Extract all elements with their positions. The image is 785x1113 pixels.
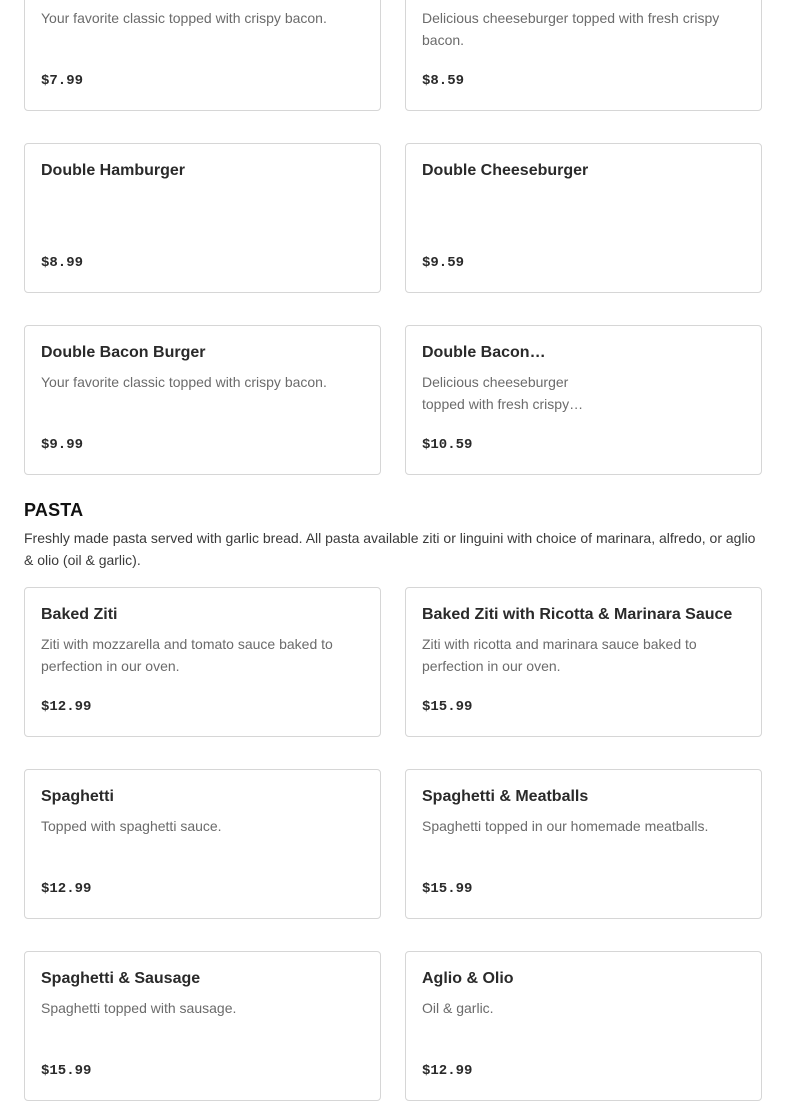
menu-item-price: $15.99: [41, 1063, 92, 1079]
menu-item-description: Ziti with ricotta and marinara sauce baked to perfection in our oven.: [422, 636, 697, 674]
menu-item-description: Your favorite classic topped with crispy bacon.: [41, 374, 327, 390]
menu-item-name: Baked Ziti: [41, 606, 118, 623]
menu-item-price: $15.99: [422, 881, 473, 897]
menu-item-card[interactable]: [24, 0, 381, 111]
menu-item-card[interactable]: [24, 325, 381, 475]
menu-item-card[interactable]: [24, 951, 381, 1101]
menu-item-name: Double Bacon…: [422, 344, 546, 361]
menu-item-description: Delicious cheeseburger topped with fresh crispy…: [422, 374, 584, 412]
menu-item-card[interactable]: [24, 769, 381, 919]
menu-item-name: Aglio & Olio: [422, 970, 514, 987]
menu-item-name: Spaghetti & Meatballs: [422, 788, 589, 805]
menu-item-card[interactable]: [405, 951, 762, 1101]
menu-item-name: Spaghetti: [41, 788, 114, 805]
menu-item-price: $8.59: [422, 73, 465, 89]
menu-item-price: $12.99: [422, 1063, 473, 1079]
menu-item-name: Baked Ziti with Ricotta & Marinara Sauce: [422, 606, 733, 623]
menu-item-card[interactable]: [405, 0, 762, 111]
menu-item-description: Topped with spaghetti sauce.: [41, 818, 222, 834]
menu-item-price: $9.59: [422, 255, 465, 271]
menu-item-description: Oil & garlic.: [422, 1000, 494, 1016]
menu-item-description: Spaghetti topped in our homemade meatballs.: [422, 818, 709, 834]
menu-item-price: $12.99: [41, 881, 92, 897]
menu-item-price: $10.59: [422, 437, 473, 453]
menu-item-price: $9.99: [41, 437, 84, 453]
menu-item-description: Spaghetti topped with sausage.: [41, 1000, 237, 1016]
menu-item-price: $15.99: [422, 699, 473, 715]
section-description: Freshly made pasta served with garlic bread. All pasta available ziti or linguini with choice of marinara, alfredo, or aglio & olio (oil & garlic).: [24, 530, 756, 568]
menu-item-description: Ziti with mozzarella and tomato sauce baked to perfection in our oven.: [41, 636, 333, 674]
menu-item-card[interactable]: [405, 587, 762, 737]
menu-item-description: Delicious cheeseburger topped with fresh crispy bacon.: [422, 10, 720, 48]
section-title-pasta: PASTA: [24, 500, 84, 520]
menu-item-price: $7.99: [41, 73, 84, 89]
menu-item-price: $12.99: [41, 699, 92, 715]
menu-item-name: Spaghetti & Sausage: [41, 970, 201, 987]
menu-item-card[interactable]: [24, 143, 381, 293]
menu-item-name: Double Hamburger: [41, 162, 186, 179]
menu-item-price: $8.99: [41, 255, 84, 271]
menu-item-name: Double Bacon Burger: [41, 344, 206, 361]
menu-item-card[interactable]: [405, 325, 762, 475]
menu-item-card[interactable]: [405, 769, 762, 919]
menu-item-card[interactable]: [24, 587, 381, 737]
menu-item-name: Double Cheeseburger: [422, 162, 589, 179]
menu-item-description: Your favorite classic topped with crispy bacon.: [41, 10, 327, 26]
menu-item-card[interactable]: [405, 143, 762, 293]
